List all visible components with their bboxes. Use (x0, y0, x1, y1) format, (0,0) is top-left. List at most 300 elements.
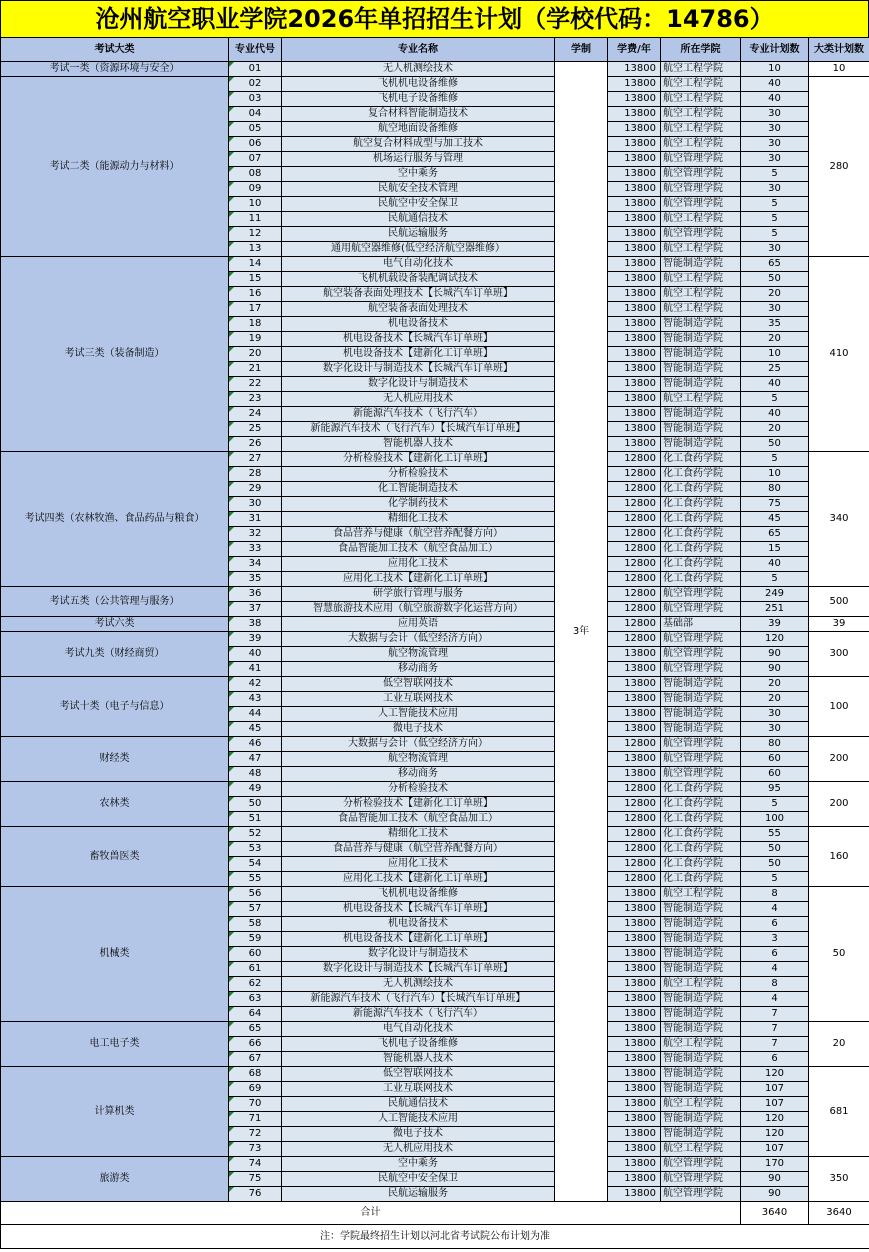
fee-cell: 13800 (608, 182, 661, 197)
major-name-cell: 机电设备技术【建新化工订单班】 (282, 932, 555, 947)
college-cell: 航空工程学院 (661, 77, 741, 92)
major-code-cell: 16 (229, 287, 282, 302)
college-cell: 航空管理学院 (661, 602, 741, 617)
college-cell: 航空管理学院 (661, 737, 741, 752)
major-code-cell: 01 (229, 62, 282, 77)
major-name-cell: 无人机应用技术 (282, 392, 555, 407)
plan-cell: 40 (741, 407, 809, 422)
fee-cell: 12800 (608, 842, 661, 857)
fee-cell: 12800 (608, 542, 661, 557)
major-code-cell: 60 (229, 947, 282, 962)
plan-cell: 50 (741, 842, 809, 857)
college-cell: 化工食药学院 (661, 812, 741, 827)
major-code-cell: 32 (229, 527, 282, 542)
category-plan-cell: 50 (809, 887, 869, 1022)
plan-cell: 50 (741, 857, 809, 872)
fee-cell: 13800 (608, 242, 661, 257)
header-exam-category: 考试大类 (1, 38, 229, 62)
college-cell: 航空工程学院 (661, 62, 741, 77)
major-code-cell: 58 (229, 917, 282, 932)
plan-cell: 75 (741, 497, 809, 512)
major-code-cell: 21 (229, 362, 282, 377)
major-code-cell: 02 (229, 77, 282, 92)
plan-cell: 20 (741, 692, 809, 707)
category-plan-cell: 10 (809, 62, 869, 77)
fee-cell: 12800 (608, 497, 661, 512)
fee-cell: 13800 (608, 1007, 661, 1022)
major-code-cell: 10 (229, 197, 282, 212)
fee-cell: 13800 (608, 362, 661, 377)
plan-cell: 30 (741, 182, 809, 197)
major-code-cell: 50 (229, 797, 282, 812)
fee-cell: 13800 (608, 77, 661, 92)
college-cell: 智能制造学院 (661, 422, 741, 437)
major-name-cell: 分析检验技术 (282, 782, 555, 797)
major-name-cell: 低空智联网技术 (282, 1067, 555, 1082)
major-code-cell: 05 (229, 122, 282, 137)
table-row (1, 617, 869, 632)
college-cell: 化工食药学院 (661, 857, 741, 872)
table-row (1, 737, 869, 752)
major-code-cell: 68 (229, 1067, 282, 1082)
total-row (1, 1202, 869, 1225)
table-row (1, 1022, 869, 1037)
table-row (1, 77, 869, 92)
major-code-cell: 49 (229, 782, 282, 797)
table-row (1, 257, 869, 272)
plan-cell: 25 (741, 362, 809, 377)
fee-cell: 13800 (608, 332, 661, 347)
plan-cell: 170 (741, 1157, 809, 1172)
college-cell: 化工食药学院 (661, 527, 741, 542)
major-name-cell: 飞机电子设备维修 (282, 92, 555, 107)
major-name-cell: 应用英语 (282, 617, 555, 632)
plan-cell: 30 (741, 242, 809, 257)
fee-cell: 13800 (608, 107, 661, 122)
plan-cell: 30 (741, 722, 809, 737)
major-code-cell: 48 (229, 767, 282, 782)
college-cell: 航空管理学院 (661, 197, 741, 212)
category-plan-cell: 100 (809, 677, 869, 737)
plan-cell: 120 (741, 1112, 809, 1127)
major-code-cell: 65 (229, 1022, 282, 1037)
plan-cell: 251 (741, 602, 809, 617)
fee-cell: 13800 (608, 752, 661, 767)
major-code-cell: 25 (229, 422, 282, 437)
college-cell: 智能制造学院 (661, 1007, 741, 1022)
college-cell: 航空工程学院 (661, 137, 741, 152)
exam-category-cell: 考试一类（资源环境与安全） (1, 62, 229, 77)
plan-cell: 45 (741, 512, 809, 527)
plan-cell: 20 (741, 422, 809, 437)
fee-cell: 13800 (608, 227, 661, 242)
major-code-cell: 43 (229, 692, 282, 707)
major-name-cell: 民航运输服务 (282, 1187, 555, 1202)
major-name-cell: 民航通信技术 (282, 212, 555, 227)
plan-cell: 5 (741, 392, 809, 407)
major-code-cell: 54 (229, 857, 282, 872)
major-code-cell: 57 (229, 902, 282, 917)
college-cell: 化工食药学院 (661, 542, 741, 557)
major-code-cell: 76 (229, 1187, 282, 1202)
major-code-cell: 09 (229, 182, 282, 197)
major-code-cell: 24 (229, 407, 282, 422)
fee-cell: 13800 (608, 1172, 661, 1187)
fee-cell: 13800 (608, 1082, 661, 1097)
major-code-cell: 07 (229, 152, 282, 167)
major-name-cell: 微电子技术 (282, 1127, 555, 1142)
major-code-cell: 46 (229, 737, 282, 752)
fee-cell: 12800 (608, 557, 661, 572)
major-name-cell: 人工智能技术应用 (282, 1112, 555, 1127)
fee-cell: 13800 (608, 977, 661, 992)
plan-cell: 30 (741, 107, 809, 122)
major-name-cell: 精细化工技术 (282, 512, 555, 527)
major-name-cell: 低空智联网技术 (282, 677, 555, 692)
major-name-cell: 新能源汽车技术（飞行汽车）【长城汽车订单班】 (282, 992, 555, 1007)
category-plan-cell: 200 (809, 737, 869, 782)
exam-category-cell: 考试四类（农林牧渔、食品药品与粮食） (1, 452, 229, 587)
major-code-cell: 20 (229, 347, 282, 362)
major-code-cell: 38 (229, 617, 282, 632)
major-code-cell: 13 (229, 242, 282, 257)
plan-cell: 30 (741, 152, 809, 167)
fee-cell: 13800 (608, 287, 661, 302)
major-name-cell: 智能机器人技术 (282, 1052, 555, 1067)
major-name-cell: 应用化工技术【建新化工订单班】 (282, 572, 555, 587)
plan-cell: 5 (741, 227, 809, 242)
major-name-cell: 机电设备技术【建新化工订单班】 (282, 347, 555, 362)
plan-cell: 80 (741, 482, 809, 497)
major-code-cell: 26 (229, 437, 282, 452)
major-name-cell: 工业互联网技术 (282, 692, 555, 707)
major-name-cell: 航空装备表面处理技术 (282, 302, 555, 317)
fee-cell: 13800 (608, 1097, 661, 1112)
fee-cell: 13800 (608, 1037, 661, 1052)
table-row (1, 782, 869, 797)
major-name-cell: 民航安全技术管理 (282, 182, 555, 197)
major-code-cell: 52 (229, 827, 282, 842)
table-row (1, 62, 869, 77)
plan-cell: 35 (741, 317, 809, 332)
major-code-cell: 47 (229, 752, 282, 767)
plan-cell: 90 (741, 647, 809, 662)
fee-cell: 13800 (608, 317, 661, 332)
major-name-cell: 食品智能加工技术（航空食品加工） (282, 542, 555, 557)
major-name-cell: 飞机机载设备装配调试技术 (282, 272, 555, 287)
fee-cell: 13800 (608, 347, 661, 362)
college-cell: 智能制造学院 (661, 362, 741, 377)
college-cell: 智能制造学院 (661, 902, 741, 917)
fee-cell: 12800 (608, 827, 661, 842)
major-name-cell: 空中乘务 (282, 167, 555, 182)
category-plan-cell: 160 (809, 827, 869, 887)
major-name-cell: 新能源汽车技术（飞行汽车）【长城汽车订单班】 (282, 422, 555, 437)
plan-cell: 40 (741, 557, 809, 572)
major-name-cell: 飞机机电设备维修 (282, 887, 555, 902)
category-plan-cell: 350 (809, 1157, 869, 1202)
plan-cell: 5 (741, 212, 809, 227)
plan-cell: 7 (741, 1007, 809, 1022)
major-name-cell: 民航运输服务 (282, 227, 555, 242)
major-code-cell: 28 (229, 467, 282, 482)
major-name-cell: 移动商务 (282, 767, 555, 782)
college-cell: 航空工程学院 (661, 242, 741, 257)
college-cell: 航空工程学院 (661, 122, 741, 137)
major-code-cell: 27 (229, 452, 282, 467)
fee-cell: 12800 (608, 632, 661, 647)
major-name-cell: 机电设备技术【长城汽车订单班】 (282, 332, 555, 347)
college-cell: 智能制造学院 (661, 1082, 741, 1097)
exam-category-cell: 考试六类 (1, 617, 229, 632)
fee-cell: 13800 (608, 122, 661, 137)
fee-cell: 13800 (608, 92, 661, 107)
college-cell: 化工食药学院 (661, 797, 741, 812)
major-name-cell: 数字化设计与制造技术 (282, 377, 555, 392)
plan-cell: 30 (741, 137, 809, 152)
fee-cell: 13800 (608, 677, 661, 692)
major-name-cell: 精细化工技术 (282, 827, 555, 842)
college-cell: 航空工程学院 (661, 392, 741, 407)
plan-cell: 50 (741, 437, 809, 452)
major-name-cell: 食品营养与健康（航空营养配餐方向） (282, 527, 555, 542)
footnote: 注：学院最终招生计划以河北省考试院公布计划为准 (1, 1225, 869, 1249)
college-cell: 航空工程学院 (661, 1097, 741, 1112)
major-name-cell: 空中乘务 (282, 1157, 555, 1172)
college-cell: 航空工程学院 (661, 887, 741, 902)
fee-cell: 13800 (608, 212, 661, 227)
header-category-plan: 大类计划数 (809, 38, 869, 62)
plan-cell: 8 (741, 977, 809, 992)
fee-cell: 13800 (608, 1112, 661, 1127)
exam-category-cell: 计算机类 (1, 1067, 229, 1157)
plan-cell: 6 (741, 1052, 809, 1067)
major-name-cell: 民航通信技术 (282, 1097, 555, 1112)
fee-cell: 12800 (608, 452, 661, 467)
plan-cell: 40 (741, 377, 809, 392)
page-title: 沧州航空职业学院2026年单招招生计划（学校代码：14786） (0, 0, 869, 39)
fee-cell: 12800 (608, 602, 661, 617)
major-code-cell: 11 (229, 212, 282, 227)
fee-cell: 13800 (608, 152, 661, 167)
plan-cell: 5 (741, 167, 809, 182)
college-cell: 智能制造学院 (661, 1022, 741, 1037)
major-name-cell: 通用航空器维修(低空经济航空器维修） (282, 242, 555, 257)
major-name-cell: 食品智能加工技术（航空食品加工） (282, 812, 555, 827)
category-plan-cell: 500 (809, 587, 869, 617)
table-row (1, 632, 869, 647)
major-name-cell: 大数据与会计（低空经济方向） (282, 737, 555, 752)
fee-cell: 13800 (608, 167, 661, 182)
table-row (1, 587, 869, 602)
header-plan: 专业计划数 (741, 38, 809, 62)
exam-category-cell: 财经类 (1, 737, 229, 782)
fee-cell: 13800 (608, 407, 661, 422)
exam-category-cell: 考试三类（装备制造） (1, 257, 229, 452)
plan-cell: 249 (741, 587, 809, 602)
plan-cell: 5 (741, 197, 809, 212)
major-code-cell: 17 (229, 302, 282, 317)
college-cell: 化工食药学院 (661, 467, 741, 482)
plan-cell: 7 (741, 1022, 809, 1037)
college-cell: 化工食药学院 (661, 512, 741, 527)
category-plan-cell: 340 (809, 452, 869, 587)
plan-cell: 107 (741, 1142, 809, 1157)
fee-cell: 13800 (608, 932, 661, 947)
fee-cell: 13800 (608, 707, 661, 722)
major-code-cell: 14 (229, 257, 282, 272)
college-cell: 航空工程学院 (661, 287, 741, 302)
college-cell: 智能制造学院 (661, 992, 741, 1007)
fee-cell: 13800 (608, 437, 661, 452)
major-code-cell: 42 (229, 677, 282, 692)
header-college: 所在学院 (661, 38, 741, 62)
table-row (1, 1157, 869, 1172)
major-code-cell: 63 (229, 992, 282, 1007)
fee-cell: 12800 (608, 797, 661, 812)
fee-cell: 13800 (608, 257, 661, 272)
major-code-cell: 30 (229, 497, 282, 512)
major-code-cell: 75 (229, 1172, 282, 1187)
major-name-cell: 化工智能制造技术 (282, 482, 555, 497)
header-fee: 学费/年 (608, 38, 661, 62)
fee-cell: 12800 (608, 737, 661, 752)
plan-cell: 100 (741, 812, 809, 827)
major-name-cell: 航空复合材料成型与加工技术 (282, 137, 555, 152)
major-name-cell: 新能源汽车技术（飞行汽车） (282, 407, 555, 422)
category-plan-cell: 300 (809, 632, 869, 677)
major-code-cell: 04 (229, 107, 282, 122)
fee-cell: 12800 (608, 527, 661, 542)
college-cell: 智能制造学院 (661, 962, 741, 977)
plan-cell: 5 (741, 452, 809, 467)
major-code-cell: 35 (229, 572, 282, 587)
major-code-cell: 66 (229, 1037, 282, 1052)
fee-cell: 13800 (608, 962, 661, 977)
total-plan: 3640 (741, 1202, 809, 1225)
plan-cell: 10 (741, 347, 809, 362)
college-cell: 航空工程学院 (661, 212, 741, 227)
category-plan-cell: 410 (809, 257, 869, 452)
college-cell: 航空管理学院 (661, 152, 741, 167)
fee-cell: 12800 (608, 587, 661, 602)
plan-cell: 8 (741, 887, 809, 902)
college-cell: 航空管理学院 (661, 647, 741, 662)
duration-cell: 3年 (555, 62, 608, 1202)
major-code-cell: 31 (229, 512, 282, 527)
major-name-cell: 食品营养与健康（航空营养配餐方向） (282, 842, 555, 857)
fee-cell: 12800 (608, 857, 661, 872)
college-cell: 化工食药学院 (661, 497, 741, 512)
college-cell: 化工食药学院 (661, 872, 741, 887)
plan-cell: 3 (741, 932, 809, 947)
plan-cell: 39 (741, 617, 809, 632)
major-name-cell: 应用化工技术 (282, 857, 555, 872)
major-code-cell: 74 (229, 1157, 282, 1172)
major-code-cell: 61 (229, 962, 282, 977)
major-name-cell: 航空地面设备维修 (282, 122, 555, 137)
fee-cell: 13800 (608, 947, 661, 962)
major-name-cell: 机场运行服务与管理 (282, 152, 555, 167)
major-name-cell: 机电设备技术 (282, 917, 555, 932)
enrollment-plan-table (0, 37, 869, 1249)
category-plan-cell: 200 (809, 782, 869, 827)
college-cell: 化工食药学院 (661, 827, 741, 842)
fee-cell: 13800 (608, 692, 661, 707)
college-cell: 智能制造学院 (661, 1127, 741, 1142)
major-name-cell: 分析检验技术 (282, 467, 555, 482)
college-cell: 航空管理学院 (661, 662, 741, 677)
plan-cell: 120 (741, 1067, 809, 1082)
major-code-cell: 72 (229, 1127, 282, 1142)
college-cell: 智能制造学院 (661, 407, 741, 422)
table-header-row (1, 38, 869, 62)
note-row (1, 1225, 869, 1249)
fee-cell: 13800 (608, 662, 661, 677)
major-code-cell: 70 (229, 1097, 282, 1112)
major-code-cell: 71 (229, 1112, 282, 1127)
major-name-cell: 数字化设计与制造技术【长城汽车订单班】 (282, 962, 555, 977)
college-cell: 智能制造学院 (661, 347, 741, 362)
college-cell: 化工食药学院 (661, 452, 741, 467)
fee-cell: 12800 (608, 872, 661, 887)
fee-cell: 13800 (608, 1067, 661, 1082)
major-name-cell: 新能源汽车技术（飞行汽车） (282, 1007, 555, 1022)
plan-cell: 4 (741, 902, 809, 917)
college-cell: 化工食药学院 (661, 842, 741, 857)
college-cell: 智能制造学院 (661, 1067, 741, 1082)
major-code-cell: 45 (229, 722, 282, 737)
plan-cell: 15 (741, 542, 809, 557)
plan-cell: 55 (741, 827, 809, 842)
college-cell: 航空管理学院 (661, 587, 741, 602)
major-code-cell: 55 (229, 872, 282, 887)
plan-cell: 4 (741, 992, 809, 1007)
college-cell: 智能制造学院 (661, 437, 741, 452)
plan-cell: 30 (741, 707, 809, 722)
table-row (1, 677, 869, 692)
plan-cell: 6 (741, 917, 809, 932)
header-major-code: 专业代号 (229, 38, 282, 62)
major-code-cell: 41 (229, 662, 282, 677)
category-plan-cell: 681 (809, 1067, 869, 1157)
college-cell: 航空管理学院 (661, 1172, 741, 1187)
major-name-cell: 机电设备技术 (282, 317, 555, 332)
exam-category-cell: 考试二类（能源动力与材料） (1, 77, 229, 257)
fee-cell: 13800 (608, 392, 661, 407)
category-plan-cell: 39 (809, 617, 869, 632)
major-name-cell: 移动商务 (282, 662, 555, 677)
major-code-cell: 73 (229, 1142, 282, 1157)
fee-cell: 13800 (608, 992, 661, 1007)
plan-cell: 20 (741, 677, 809, 692)
college-cell: 航空工程学院 (661, 1142, 741, 1157)
fee-cell: 13800 (608, 1142, 661, 1157)
college-cell: 航空工程学院 (661, 272, 741, 287)
category-plan-cell: 280 (809, 77, 869, 257)
table-row (1, 887, 869, 902)
plan-cell: 107 (741, 1082, 809, 1097)
major-code-cell: 44 (229, 707, 282, 722)
plan-cell: 65 (741, 527, 809, 542)
major-code-cell: 15 (229, 272, 282, 287)
plan-cell: 90 (741, 1172, 809, 1187)
header-major-name: 专业名称 (282, 38, 555, 62)
exam-category-cell: 机械类 (1, 887, 229, 1022)
exam-category-cell: 畜牧兽医类 (1, 827, 229, 887)
college-cell: 航空管理学院 (661, 632, 741, 647)
exam-category-cell: 旅游类 (1, 1157, 229, 1202)
